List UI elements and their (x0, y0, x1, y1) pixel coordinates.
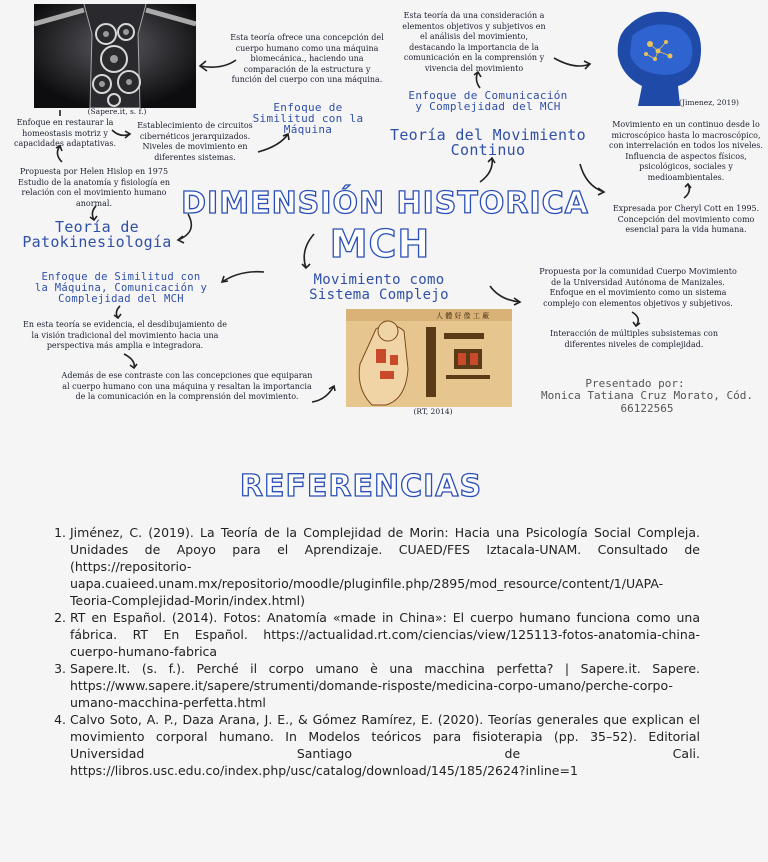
arrow-patokinesiologia (178, 214, 191, 243)
arrow-hislop-to-pato (90, 206, 97, 220)
arrow-title-to-left (222, 272, 264, 282)
arrow-continuo-up (480, 158, 495, 182)
arrow-consideracion-to-brain (554, 58, 590, 69)
enfoque-similitud-comunicacion-heading: Enfoque de Similitud con la Máquina, Comunicación y Complejidad del MCH (34, 271, 208, 305)
arrow-desdibujamiento-down (114, 306, 121, 318)
arrow-sistema-to-right (490, 286, 520, 305)
arrow-comunicacion-up (474, 72, 481, 88)
teoria-movimiento-continuo-heading: Teoría del Movimiento Continuo (390, 126, 586, 159)
reference-text: Sapere.It. (s. f.). Perché il corpo umano è una macchina perfetta? | Sapere.it. Sapere. https://www.sapere.it/sapere/strumenti/domande-risposte/medicina-corpo-umano/perche-corpo-umano-macchina-perfetta.html (70, 661, 700, 710)
enfoque-comunicacion-heading: Enfoque de Comunicación y Complejidad del MCH (408, 89, 568, 113)
factory-chinese-title: 人 體 好 像 工 廠 (436, 312, 490, 320)
main-title-line2: MCH (329, 222, 431, 266)
desdibujamiento-text: En esta teoría se evidencia, el desdibujamiento de la visión tradicional del movimiento hacia una perspectiva más amplia e integradora. (23, 320, 227, 350)
reference-text: Jiménez, C. (2019). La Teoría de la Complejidad de Morin: Hacia una Psicología Social Compleja. Unidades de Apoyo para el Aprendizaje. CUAED/FES Iztacala-UNAM. Consultado de (https://repositorio-uapa.cuaieed.unam.mx/repositorio/moodle/pluginfile.php/2895/mod_resource/content/1/UAPA-Teoria-Complejidad-Morin/index.html) (70, 525, 700, 608)
arrow-continuo-to-right (580, 164, 604, 195)
teoria-patokinesiologia-heading: Teoría de Patokinesiología (22, 218, 172, 251)
enfoque-restaurar-text: Enfoque en restaurar la homeostasis motriz y capacidades adaptativas. (13, 118, 117, 148)
factory-caption: (RT, 2014) (413, 407, 453, 416)
arrow-title-to-sistema (302, 234, 314, 268)
presenter-name: Monica Tatiana Cruz Morato, Cód. 66122565 (541, 389, 753, 415)
references-title: REFERENCIAS (239, 469, 483, 504)
movimiento-continuo-text: Movimiento en un continuo desde lo microscópico hasta lo macroscópico, con interrelación en todos los niveles. Influencia de aspectos físicos, psicológicos, sociales y medioambientales. (609, 120, 763, 182)
reference-item (70, 609, 700, 660)
biomecanica-text: Esta teoría ofrece una concepción del cuerpo humano como una máquina biomecánica., haciendo una comparación de la estructura y función del cuerpo con una máquina. (230, 33, 384, 84)
expresada-cheryl-text: Expresada por Cheryl Cott en 1995. Concepción del movimiento como esencial para la vida humana. (612, 204, 760, 234)
enfoque-similitud-maquina-heading: Enfoque de Similitud con la Máquina (252, 101, 364, 136)
propuesta-hislop-text: Propuesta por Helen Hislop en 1975 Estudio de la anatomía y fisiología en relación con el movimiento humano anormal. (18, 167, 170, 208)
arrow-interaccion-down (632, 312, 640, 326)
teoria-consideracion-text: Esta teoría da una consideración a elementos objetivos y subjetivos en el análisis del movimiento, destacando la importancia de la comunicación en la comprensión y vivencia del movimiento (402, 11, 546, 73)
reference-text: Calvo Soto, A. P., Daza Arana, J. E., & Gómez Ramírez, E. (2020). Teorías generales que explican el movimiento corporal humano. In Modelos teóricos para fisioterapia (pp. 35–52). Editorial Universidad Santiago de Cali. https://libros.usc.edu.co/index.php/usc/catalog/download/145/185/2624?inline=1 (70, 712, 700, 778)
establecimiento-circuitos-text: Establecimiento de circuitos cibernéticos jerarquizados. Niveles de movimiento en diferentes sistemas. (137, 121, 253, 162)
arrow-cheryl-up (684, 184, 691, 198)
arrow-biomecanica-to-image (200, 60, 236, 71)
reference-item (70, 660, 700, 711)
reference-item (70, 524, 700, 609)
arrow-ademas-to-image (312, 386, 335, 402)
main-title-line1: DIMENSIÓN HISTORICA (181, 186, 589, 221)
presentado-label: Presentado por: (585, 377, 685, 390)
sapere-caption: (Sapere.it, s. f.) (87, 107, 147, 116)
arrow-establecimiento-to-enfoque (258, 134, 289, 152)
reference-item (70, 711, 700, 779)
arrow-restaurar-to-establecimiento (112, 130, 130, 138)
interaccion-subsistemas-text: Interacción de múltiples subsistemas con diferentes niveles de complejidad. (550, 329, 718, 349)
arrow-hislop-up (56, 146, 62, 162)
arrow-ademas-down (124, 354, 137, 368)
movimiento-sistema-complejo-heading: Movimiento como Sistema Complejo (309, 272, 449, 303)
reference-text: RT en Español. (2014). Fotos: Anatomía «made in China»: El cuerpo humano funciona como una fábrica. RT En Español. https://actualidad.rt.com/ciencias/view/125113-fotos-anatomia-china-cuerpo-humano-fabrica (70, 610, 700, 659)
propuesta-comunidad-text: Propuesta por la comunidad Cuerpo Movimiento de la Universidad Autónoma de Manizales. Enfoque en el movimiento como un sistema complejo con elementos objetivos y subjetivos. (539, 267, 737, 308)
brain-caption: (Jimenez, 2019) (679, 98, 739, 107)
references-list (48, 524, 700, 779)
ademas-contraste-text: Además de ese contraste con las concepciones que equiparan al cuerpo humano con una máquina y resaltan la importancia de la comunicación en la comprensión del movimiento. (61, 371, 313, 401)
